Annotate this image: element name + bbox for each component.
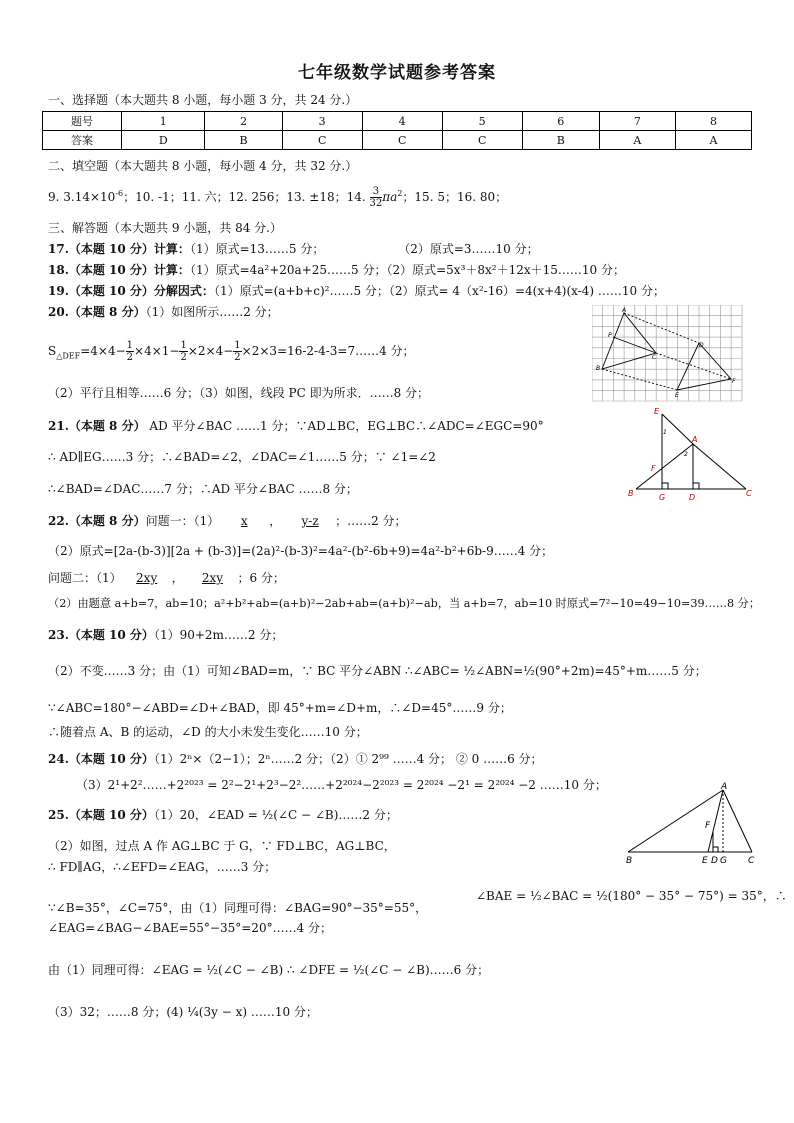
q17-part2: （2）原式=3……10 分； [398, 242, 539, 256]
table-row-head: 题号 [43, 112, 122, 131]
q23-line4: ∴随着点 A、B 的运动，∠D 的大小未发生变化……10 分； [48, 725, 368, 739]
q25-line7: （3）32；……8 分；(4) ¼(3y − x) ……10 分； [48, 1005, 318, 1019]
table-row [43, 131, 752, 150]
fraction [126, 340, 134, 363]
area-s: S [48, 344, 57, 358]
q21-line3: ∴∠BAD=∠DAC……7 分；∴AD 平分∠BAC ……8 分； [48, 482, 358, 496]
q18-body: （1）原式=4a²+20a+25……5 分；（2）原式=5x³＋8x²＋12x＋15……10 分； [189, 263, 625, 277]
table-cell: C [362, 131, 442, 150]
q25-head: 25.（本题 10 分） [48, 808, 154, 822]
tri-label: A [692, 435, 698, 444]
area-text: ×4×1− [134, 344, 180, 358]
table-cell: C [282, 131, 362, 150]
area-text: ×2×4− [187, 344, 234, 358]
q25-line4: ∵∠B=35°，∠C=75°，由（1）同理可得：∠BAG=90°−35°=55°， [48, 901, 428, 915]
q21-line2: ∴ AD∥EG……3 分；∴∠BAD=∠2，∠DAC=∠1……5 分；∵ ∠1=∠2 [48, 450, 436, 464]
q25-text: （1）20，∠EAD = ½(∠C − ∠B)……2 分； [153, 808, 398, 822]
frac-num: 1 [126, 340, 134, 351]
q23-text: （1）90+2m……2 分； [153, 628, 284, 642]
q20-area [48, 340, 415, 364]
tri-label: A [721, 782, 728, 792]
table-cell: D [122, 131, 205, 150]
grid-label: F [732, 378, 736, 385]
grid-label: E [675, 392, 679, 399]
tri-label: F [705, 821, 711, 831]
q24-line1 [48, 751, 543, 767]
table-cell: 8 [675, 112, 751, 131]
fraction [179, 340, 187, 363]
fill-answers [48, 186, 507, 209]
grid-label: C [652, 354, 657, 361]
q17 [48, 241, 539, 257]
triangle-figure-q25 [622, 780, 762, 866]
q22-text: 问题二：（1） [48, 571, 122, 585]
answer-table [42, 111, 752, 150]
area-text: =4×4− [80, 344, 126, 358]
q22-blank-2: y-z [301, 514, 319, 528]
table-row-head: 答案 [43, 131, 122, 150]
q23-line2: （2）不变……3 分；由（1）可知∠BAD=m，∵ BC 平分∠ABN ∴∠ABC= ½∠ABN=½(90°+2m)=45°+m……5 分； [48, 664, 707, 678]
q17-part1: （1）原式=13……5 分； [189, 242, 325, 256]
area-text: ×2×3=16-2-4-3=7……4 分； [241, 344, 415, 358]
q25-line5: ∠EAG=∠BAG−∠BAE=55°−35°=20°……4 分； [48, 921, 333, 935]
fill-text: 9. 3.14×10 [48, 190, 116, 204]
fraction [233, 340, 241, 363]
section2-header: 二、填空题（本大题共 8 小题，每小题 4 分，共 32 分.） [48, 159, 358, 173]
fill-text: πa [382, 190, 398, 204]
q22-line1: 22.（本题 8 分）问题一：（1） x ， y-z ；……2 分； [48, 514, 407, 528]
table-cell: 6 [522, 112, 599, 131]
tri-label: D [711, 856, 718, 866]
tri-label: E [654, 407, 660, 416]
q19-head: 19.（本题 10 分）分解因式： [48, 284, 214, 298]
q18 [48, 262, 625, 278]
q21-text: AD 平分∠BAC ……1 分；∵AD⊥BC，EG⊥BC∴∠ADC=∠EGC=90° [145, 419, 544, 433]
q22-line4: （2）由题意 a+b=7，ab=10；a²+b²+ab=(a+b)²−2ab+ab=(a+b)²−ab，当 a+b=7，ab=10 时原式=7²−10=49−10=39……8 分； [48, 597, 761, 610]
q19-body: （1）原式=(a+b+c)²……5 分；（2）原式= 4（x²-16）=4(x+4)(x-4) ……10 分； [213, 284, 665, 298]
q18-head: 18.（本题 10 分）计算： [48, 263, 190, 277]
tri-label: C [748, 856, 755, 866]
fill-exp: -6 [115, 189, 124, 198]
q22-text: ；6 分； [237, 571, 285, 585]
q22-blank-1: x [240, 514, 248, 528]
tri-label: 1 [663, 429, 667, 436]
area-sub: △DEF [56, 351, 81, 361]
q21-head: 21.（本题 8 分） [48, 419, 146, 433]
q17-head: 17.（本题 10 分）计算： [48, 242, 190, 256]
q20-head: 20.（本题 8 分） [48, 305, 146, 319]
tri-label: B [626, 856, 633, 866]
q24-head: 24.（本题 10 分） [48, 752, 154, 766]
tri-label: G [659, 493, 666, 502]
q25-line3: ∴ FD∥AG，∴∠EFD=∠EAG，……3 分； [48, 860, 277, 874]
grid-label: B [596, 365, 601, 372]
table-cell: A [675, 131, 751, 150]
grid-figure [592, 305, 744, 403]
fill-exp: 2 [397, 189, 403, 198]
q22-text: ；……2 分； [335, 514, 407, 528]
frac-den: 32 [369, 198, 383, 209]
frac-den: 2 [234, 352, 241, 363]
q20-line1 [48, 304, 279, 320]
page-title: 七年级数学试题参考答案 [298, 63, 496, 83]
grid-shapes [602, 313, 731, 390]
q24-text: （1）2ⁿ×（2−1）；2ⁿ……2 分；（2）① 2⁹⁹ ……4 分； ② 0 ……6 分； [153, 752, 543, 766]
frac-den: 2 [126, 352, 134, 363]
tri-label: E [702, 856, 708, 866]
frac-num: 3 [370, 186, 383, 198]
q25-line6: 由（1）同理可得：∠EAG = ½(∠C − ∠B) ∴ ∠DFE = ½(∠C − ∠B)……6 分； [48, 963, 490, 977]
q22-head: 22.（本题 8 分） [48, 514, 146, 528]
tri-label: B [628, 489, 634, 498]
table-cell: B [205, 131, 282, 150]
table-cell: 3 [282, 112, 362, 131]
tri-label: F [651, 464, 656, 473]
q22-line3: 问题二：（1） 2xy ， 2xy ；6 分； [48, 571, 285, 585]
q23-line1 [48, 627, 283, 643]
q25-line1 [48, 807, 398, 823]
q25-line2: （2）如图，过点 A 作 AG⊥BC 于 G，∵ FD⊥BC，AG⊥BC， [48, 839, 396, 853]
triangle-figure-q21 [626, 404, 756, 504]
table-cell: A [599, 131, 675, 150]
q19 [48, 283, 665, 299]
q22-blank-3: 2xy [136, 571, 158, 585]
q21-line1 [48, 418, 544, 434]
frac-num: 1 [180, 340, 187, 351]
tri-label: 2 [684, 451, 688, 458]
table-cell: 1 [122, 112, 205, 131]
tri-label: G [720, 856, 727, 866]
tri-label: C [746, 489, 752, 498]
table-cell: C [442, 131, 522, 150]
tri-label: D [689, 493, 696, 502]
section3-header: 三、解答题（本大题共 9 小题，共 84 分.） [48, 221, 282, 235]
frac-den: 2 [180, 352, 187, 363]
q23-line3: ∵∠ABC=180°−∠ABD=∠D+∠BAD，即 45°+m=∠D+m，∴∠D=45°……9 分； [48, 701, 512, 715]
q24-line2: （3）2¹+2²……+2²⁰²³ = 2²−2¹+2³−2²……+2²⁰²⁴−2²⁰²³ = 2²⁰²⁴ −2¹ = 2²⁰²⁴ −2 ……10 分； [76, 778, 607, 792]
fill-text: ；10. -1；11. 六；12. 256；13. ±18；14. [123, 190, 366, 204]
frac-num: 1 [234, 340, 241, 351]
q20-part2: （2）平行且相等……6 分；（3）如图，线段 PC 即为所求．……8 分； [48, 386, 430, 400]
table-cell: 5 [442, 112, 522, 131]
q22-text: 问题一：（1） [145, 514, 220, 528]
q23-head: 23.（本题 10 分） [48, 628, 154, 642]
grid-label: P [608, 332, 612, 339]
q22-blank-4: 2xy [201, 571, 224, 585]
fill-text: ；15. 5；16. 80； [402, 190, 508, 204]
fraction [370, 186, 383, 209]
grid-lines [592, 305, 742, 401]
section1-header: 一、选择题（本大题共 8 小题，每小题 3 分，共 24 分.） [48, 93, 358, 107]
table-cell: 4 [362, 112, 442, 131]
q22-line2: （2）原式=[2a-(b-3)][2a + (b-3)]=(2a)²-(b-3)²=4a²-(b²-6b+9)=4a²-b²+6b-9……4 分； [48, 544, 554, 558]
q25-line4b: ∠BAE = ½∠BAC = ½(180° − 35° − 75°) = 35°，∴ [476, 889, 787, 903]
grid-label: D [699, 342, 704, 349]
table-cell: B [522, 131, 599, 150]
q20-part1: （1）如图所示……2 分； [145, 305, 279, 319]
grid-label: A [622, 307, 627, 314]
table-cell: 2 [205, 112, 282, 131]
table-row [43, 112, 752, 131]
table-cell: 7 [599, 112, 675, 131]
